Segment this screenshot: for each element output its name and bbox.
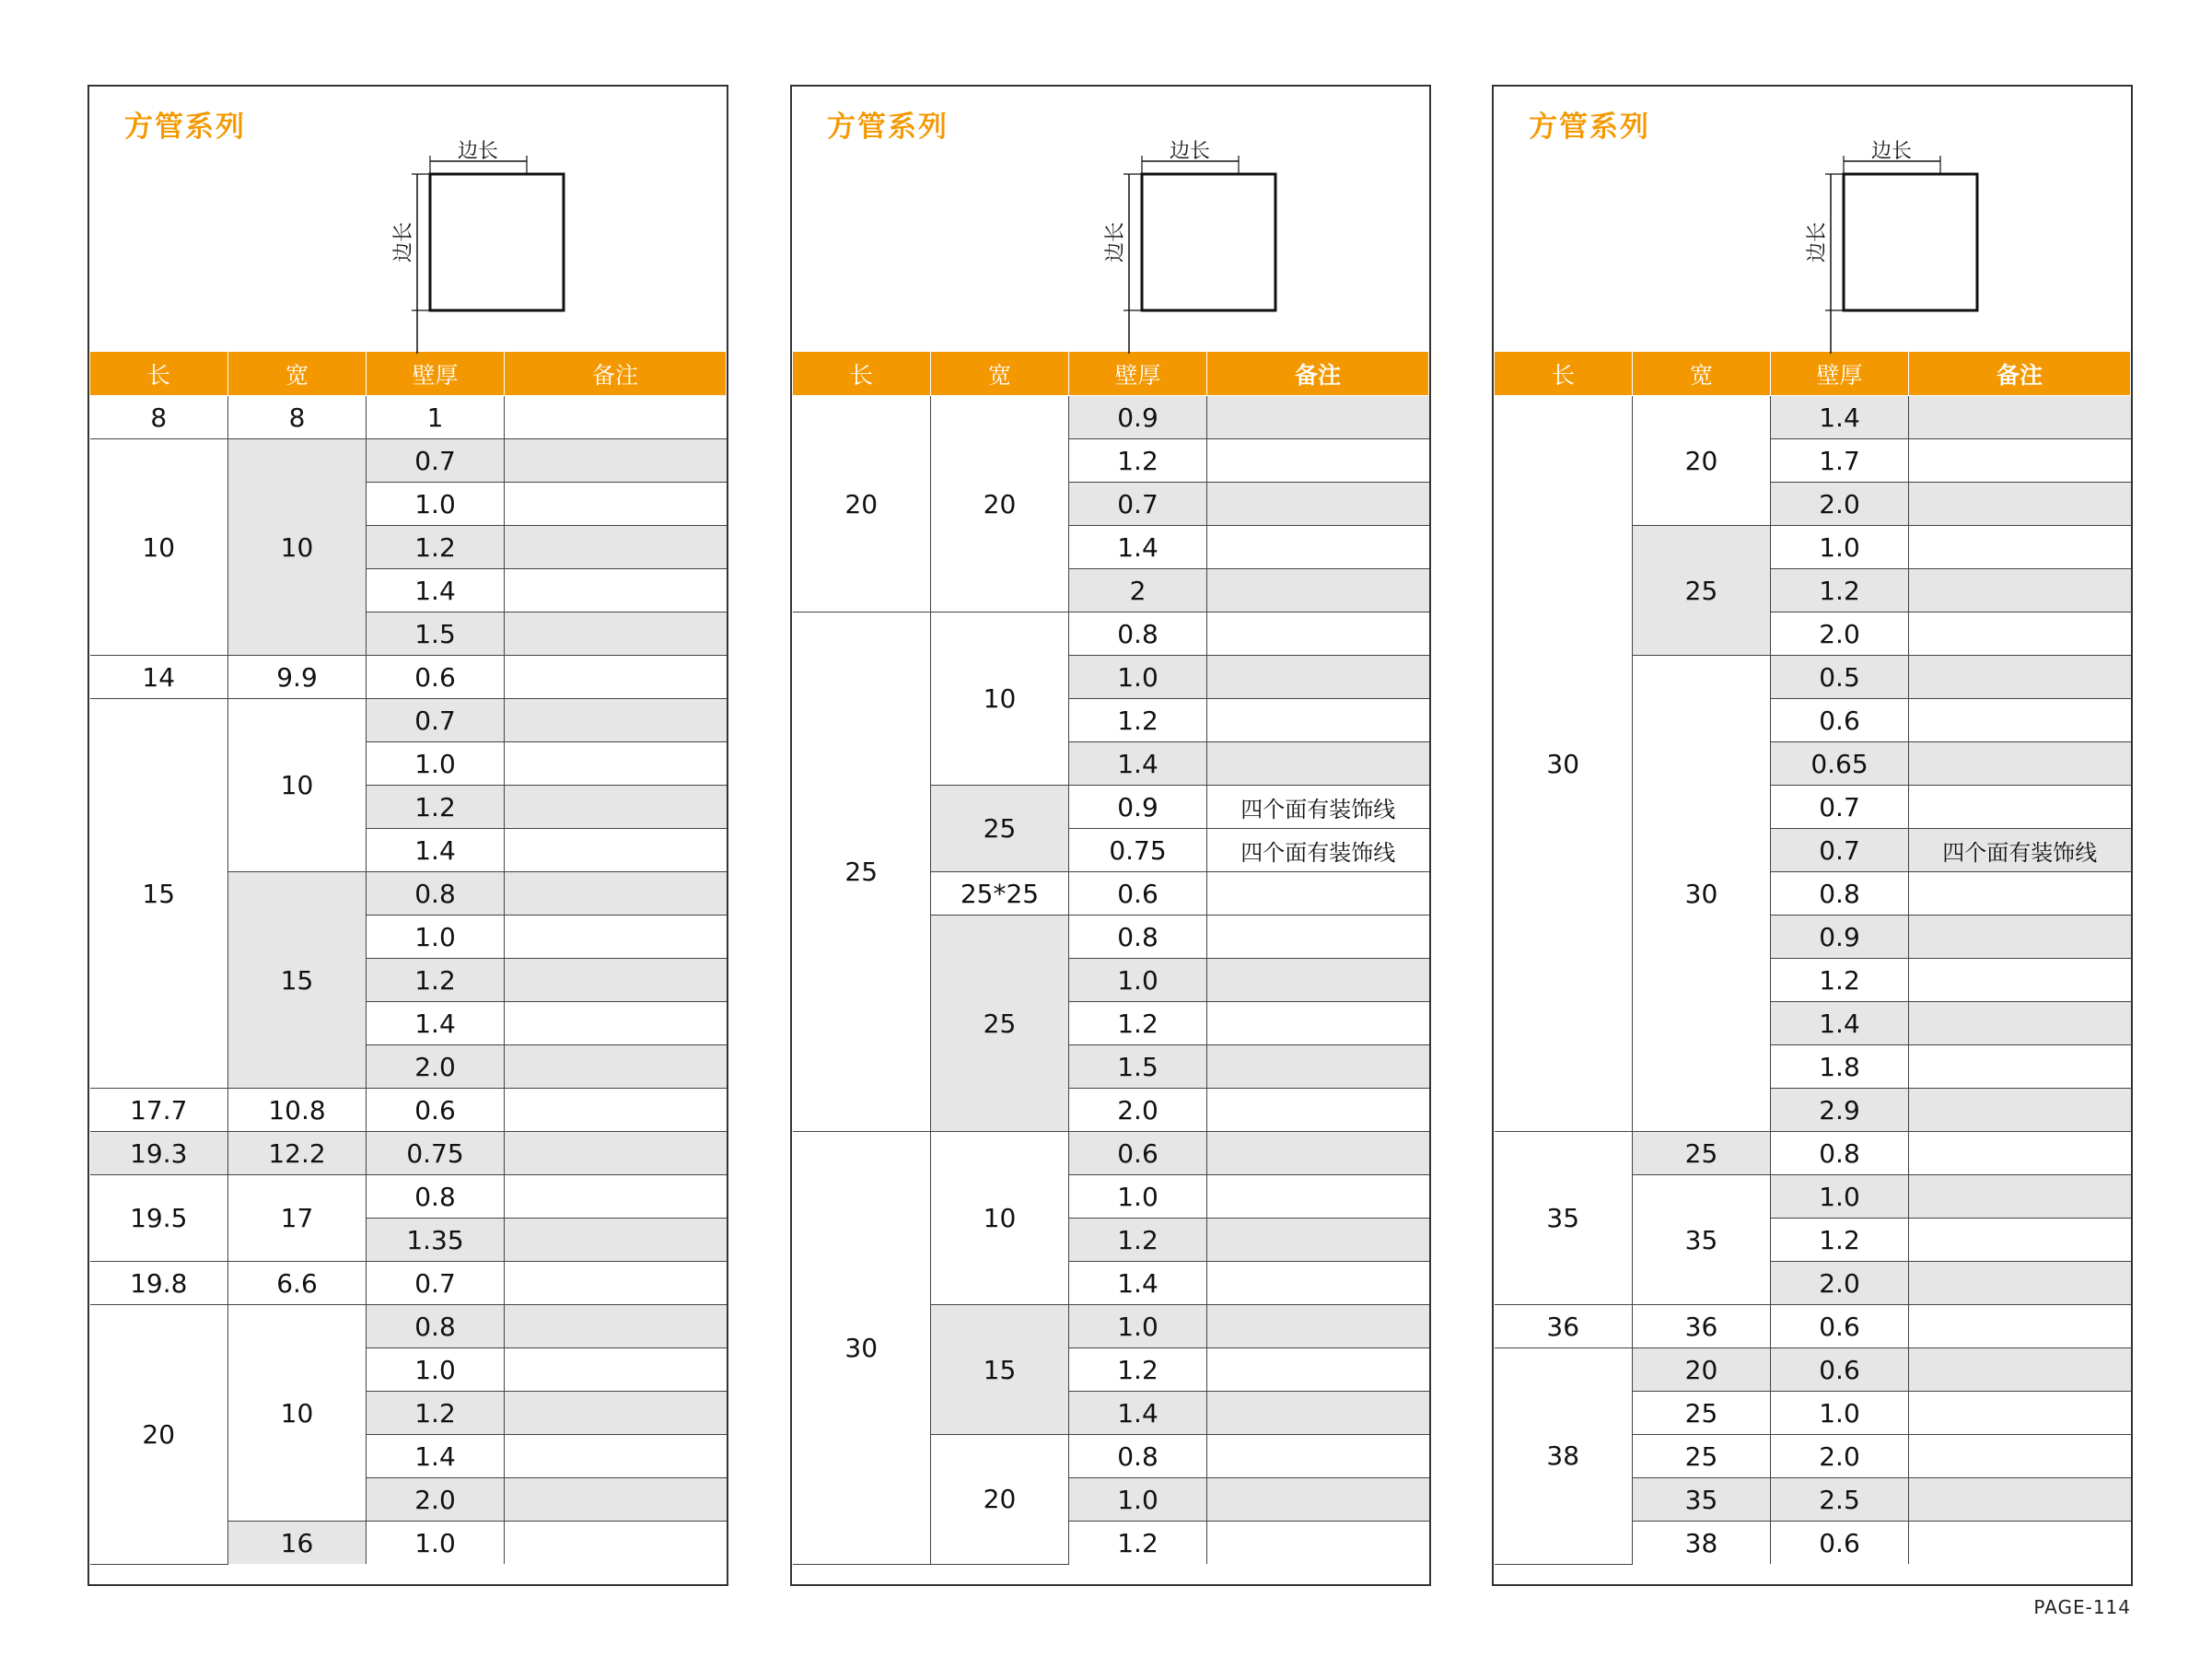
note-cell — [505, 1002, 727, 1045]
note-cell — [505, 959, 727, 1002]
note-cell — [1207, 872, 1429, 916]
note-cell — [1909, 569, 2131, 612]
panel-title: 方管系列 — [827, 111, 949, 144]
width-cell: 25 — [1633, 1392, 1771, 1435]
length-cell: 30 — [1495, 396, 1633, 1132]
thickness-cell: 2.0 — [1069, 1089, 1207, 1132]
length-cell: 25 — [793, 612, 931, 1132]
thickness-cell: 1.35 — [367, 1219, 505, 1262]
note-cell — [1207, 916, 1429, 959]
note-cell — [505, 1132, 727, 1175]
thickness-cell: 2.0 — [1771, 483, 1909, 526]
thickness-cell: 0.7 — [367, 439, 505, 483]
thickness-cell: 0.8 — [1069, 612, 1207, 656]
thickness-cell: 1.4 — [367, 829, 505, 872]
width-cell: 38 — [1633, 1522, 1771, 1565]
table-row — [90, 1305, 727, 1348]
note-cell — [505, 699, 727, 742]
note-cell — [1207, 1219, 1429, 1262]
note-cell — [1909, 1348, 2131, 1392]
note-cell — [1909, 1478, 2131, 1522]
note-cell — [1909, 612, 2131, 656]
note-cell — [505, 483, 727, 526]
width-cell: 20 — [931, 396, 1069, 612]
thickness-cell: 1.2 — [1069, 699, 1207, 742]
header-width: 宽 — [931, 352, 1069, 396]
header-thickness: 壁厚 — [367, 352, 505, 396]
thickness-cell: 1.0 — [367, 483, 505, 526]
thickness-cell: 1.2 — [1069, 1002, 1207, 1045]
length-cell: 15 — [90, 699, 228, 1089]
width-cell: 10 — [228, 1305, 367, 1522]
header-note: 备注 — [1909, 352, 2131, 396]
thickness-cell: 1.8 — [1771, 1045, 1909, 1089]
table-row — [90, 656, 727, 699]
panel-title: 方管系列 — [124, 111, 246, 144]
table-row — [90, 1089, 727, 1132]
side-dimension-label: 边长 — [392, 221, 415, 263]
length-cell: 14 — [90, 656, 228, 699]
note-cell — [1909, 872, 2131, 916]
table-row — [1495, 396, 2131, 439]
thickness-cell: 1.2 — [1069, 1219, 1207, 1262]
note-cell: 四个面有装饰线 — [1207, 786, 1429, 829]
note-cell — [1207, 1305, 1429, 1348]
thickness-cell: 0.6 — [367, 1089, 505, 1132]
spec-table — [792, 351, 1429, 1565]
thickness-cell: 1.4 — [1069, 526, 1207, 569]
panel-2 — [790, 85, 1431, 1586]
thickness-cell: 1.0 — [1771, 526, 1909, 569]
note-cell — [505, 1392, 727, 1435]
note-cell — [505, 439, 727, 483]
note-cell — [1909, 1435, 2131, 1478]
thickness-cell: 1.2 — [1771, 959, 1909, 1002]
thickness-cell: 0.6 — [1771, 1305, 1909, 1348]
width-cell: 20 — [931, 1435, 1069, 1565]
thickness-cell: 1.2 — [367, 959, 505, 1002]
panel-header — [89, 87, 727, 351]
thickness-cell: 1.0 — [1069, 1478, 1207, 1522]
note-cell — [1207, 699, 1429, 742]
thickness-cell: 0.65 — [1771, 742, 1909, 786]
thickness-cell: 1.2 — [1069, 439, 1207, 483]
note-cell — [505, 1348, 727, 1392]
note-cell — [505, 1522, 727, 1565]
table-row — [90, 1262, 727, 1305]
header-thickness: 壁厚 — [1771, 352, 1909, 396]
width-cell: 8 — [228, 396, 367, 439]
thickness-cell: 1.2 — [367, 526, 505, 569]
spec-table — [89, 351, 727, 1565]
note-cell — [505, 396, 727, 439]
note-cell — [505, 656, 727, 699]
thickness-cell: 1.4 — [1771, 1002, 1909, 1045]
panel-header — [792, 87, 1429, 351]
note-cell — [505, 1262, 727, 1305]
note-cell — [1909, 1002, 2131, 1045]
width-cell: 25 — [931, 786, 1069, 872]
header-width: 宽 — [1633, 352, 1771, 396]
note-cell — [1909, 699, 2131, 742]
length-cell: 36 — [1495, 1305, 1633, 1348]
thickness-cell: 2.0 — [1771, 1262, 1909, 1305]
thickness-cell: 1.0 — [367, 1522, 505, 1565]
thickness-cell: 1.4 — [1771, 396, 1909, 439]
thickness-cell: 0.6 — [1069, 872, 1207, 916]
note-cell — [1909, 1219, 2131, 1262]
header-length: 长 — [1495, 352, 1633, 396]
thickness-cell: 1.4 — [367, 569, 505, 612]
length-cell: 20 — [793, 396, 931, 612]
thickness-cell: 0.7 — [1069, 483, 1207, 526]
width-cell: 12.2 — [228, 1132, 367, 1175]
note-cell — [505, 742, 727, 786]
note-cell — [1909, 1175, 2131, 1219]
square-tube-diagram — [1798, 133, 1982, 354]
width-cell: 25 — [1633, 1435, 1771, 1478]
thickness-cell: 1.4 — [1069, 1392, 1207, 1435]
length-cell: 19.5 — [90, 1175, 228, 1262]
width-cell: 10 — [228, 439, 367, 656]
length-cell: 8 — [90, 396, 228, 439]
table-row — [90, 439, 727, 483]
width-cell: 20 — [1633, 396, 1771, 526]
thickness-cell: 1.0 — [1771, 1392, 1909, 1435]
note-cell — [1909, 959, 2131, 1002]
table-row — [90, 396, 727, 439]
length-cell: 19.8 — [90, 1262, 228, 1305]
width-cell: 36 — [1633, 1305, 1771, 1348]
note-cell — [1207, 396, 1429, 439]
header-note: 备注 — [505, 352, 727, 396]
thickness-cell: 1 — [367, 396, 505, 439]
note-cell — [1207, 959, 1429, 1002]
note-cell — [505, 1089, 727, 1132]
note-cell — [1909, 786, 2131, 829]
thickness-cell: 0.6 — [1771, 1348, 1909, 1392]
thickness-cell: 1.5 — [367, 612, 505, 656]
note-cell — [1207, 1175, 1429, 1219]
thickness-cell: 0.8 — [1771, 1132, 1909, 1175]
panel-3 — [1492, 85, 2133, 1586]
table-row — [1495, 1305, 2131, 1348]
width-cell: 15 — [228, 872, 367, 1089]
note-cell — [1207, 1392, 1429, 1435]
table-header-row — [793, 352, 1429, 396]
thickness-cell: 2.0 — [1771, 612, 1909, 656]
panel-header — [1494, 87, 2131, 351]
top-dimension-label: 边长 — [457, 140, 499, 163]
width-cell: 25 — [1633, 526, 1771, 656]
note-cell — [1207, 1132, 1429, 1175]
width-cell: 10 — [228, 699, 367, 872]
thickness-cell: 0.6 — [1771, 699, 1909, 742]
thickness-cell: 2.0 — [1771, 1435, 1909, 1478]
width-cell: 25 — [931, 916, 1069, 1132]
thickness-cell: 0.8 — [367, 1305, 505, 1348]
note-cell — [1207, 1262, 1429, 1305]
note-cell — [505, 1435, 727, 1478]
note-cell — [1909, 916, 2131, 959]
note-cell — [1207, 1522, 1429, 1565]
note-cell — [505, 916, 727, 959]
length-cell: 19.3 — [90, 1132, 228, 1175]
thickness-cell: 0.6 — [367, 656, 505, 699]
thickness-cell: 0.9 — [1771, 916, 1909, 959]
top-dimension-label: 边长 — [1169, 140, 1211, 163]
width-cell: 20 — [1633, 1348, 1771, 1392]
length-cell: 30 — [793, 1132, 931, 1565]
thickness-cell: 2.9 — [1771, 1089, 1909, 1132]
note-cell — [1909, 1305, 2131, 1348]
panel-1 — [87, 85, 728, 1586]
note-cell — [1207, 1478, 1429, 1522]
note-cell: 四个面有装饰线 — [1207, 829, 1429, 872]
thickness-cell: 1.0 — [1771, 1175, 1909, 1219]
table-row — [1495, 1348, 2131, 1392]
width-cell: 17 — [228, 1175, 367, 1262]
thickness-cell: 0.5 — [1771, 656, 1909, 699]
note-cell — [1909, 526, 2131, 569]
width-cell: 35 — [1633, 1175, 1771, 1305]
thickness-cell: 1.0 — [1069, 656, 1207, 699]
width-cell: 9.9 — [228, 656, 367, 699]
note-cell — [505, 1219, 727, 1262]
top-dimension-label: 边长 — [1870, 140, 1913, 163]
note-cell — [505, 1305, 727, 1348]
note-cell — [1909, 1262, 2131, 1305]
note-cell — [505, 1175, 727, 1219]
square-tube-diagram — [384, 133, 568, 354]
thickness-cell: 1.4 — [1069, 742, 1207, 786]
thickness-cell: 2 — [1069, 569, 1207, 612]
length-cell: 38 — [1495, 1348, 1633, 1565]
thickness-cell: 1.2 — [367, 786, 505, 829]
thickness-cell: 1.0 — [1069, 959, 1207, 1002]
header-thickness: 壁厚 — [1069, 352, 1207, 396]
note-cell — [1909, 1089, 2131, 1132]
spec-table — [1494, 351, 2131, 1565]
note-cell — [1207, 656, 1429, 699]
thickness-cell: 0.8 — [1069, 916, 1207, 959]
thickness-cell: 0.75 — [367, 1132, 505, 1175]
thickness-cell: 1.4 — [367, 1435, 505, 1478]
width-cell: 15 — [931, 1305, 1069, 1435]
note-cell — [1207, 612, 1429, 656]
note-cell — [505, 872, 727, 916]
thickness-cell: 1.2 — [1069, 1348, 1207, 1392]
note-cell — [1207, 1435, 1429, 1478]
note-cell — [505, 569, 727, 612]
note-cell — [505, 1045, 727, 1089]
width-cell: 10 — [931, 1132, 1069, 1305]
note-cell — [1909, 439, 2131, 483]
length-cell: 35 — [1495, 1132, 1633, 1305]
thickness-cell: 0.7 — [1771, 786, 1909, 829]
header-note: 备注 — [1207, 352, 1429, 396]
thickness-cell: 1.0 — [367, 1348, 505, 1392]
thickness-cell: 1.4 — [367, 1002, 505, 1045]
note-cell — [1909, 742, 2131, 786]
table-row — [793, 612, 1429, 656]
note-cell — [1909, 396, 2131, 439]
header-length: 长 — [90, 352, 228, 396]
note-cell — [1207, 1089, 1429, 1132]
header-length: 长 — [793, 352, 931, 396]
thickness-cell: 0.8 — [1771, 872, 1909, 916]
thickness-cell: 0.9 — [1069, 786, 1207, 829]
note-cell — [1207, 1348, 1429, 1392]
thickness-cell: 0.75 — [1069, 829, 1207, 872]
thickness-cell: 2.0 — [367, 1478, 505, 1522]
thickness-cell: 0.8 — [367, 872, 505, 916]
thickness-cell: 1.0 — [1069, 1175, 1207, 1219]
width-cell: 30 — [1633, 656, 1771, 1132]
note-cell — [505, 526, 727, 569]
thickness-cell: 1.0 — [1069, 1305, 1207, 1348]
thickness-cell: 1.0 — [367, 742, 505, 786]
length-cell: 20 — [90, 1305, 228, 1565]
note-cell — [505, 1478, 727, 1522]
thickness-cell: 1.7 — [1771, 439, 1909, 483]
thickness-cell: 1.2 — [1069, 1522, 1207, 1565]
table-row — [90, 699, 727, 742]
thickness-cell: 0.8 — [1069, 1435, 1207, 1478]
table-header-row — [1495, 352, 2131, 396]
thickness-cell: 0.9 — [1069, 396, 1207, 439]
thickness-cell: 0.7 — [367, 699, 505, 742]
length-cell: 17.7 — [90, 1089, 228, 1132]
length-cell: 10 — [90, 439, 228, 656]
note-cell — [1909, 1132, 2131, 1175]
note-cell — [1207, 483, 1429, 526]
note-cell — [1909, 1392, 2131, 1435]
note-cell — [1909, 483, 2131, 526]
thickness-cell: 0.6 — [1771, 1522, 1909, 1565]
width-cell: 16 — [228, 1522, 367, 1565]
thickness-cell: 1.2 — [367, 1392, 505, 1435]
panel-title: 方管系列 — [1529, 111, 1650, 144]
note-cell — [1207, 526, 1429, 569]
note-cell: 四个面有装饰线 — [1909, 829, 2131, 872]
thickness-cell: 0.6 — [1069, 1132, 1207, 1175]
square-tube-diagram — [1096, 133, 1280, 354]
page-number: PAGE-114 — [2033, 1596, 2131, 1618]
note-cell — [505, 612, 727, 656]
thickness-cell: 1.2 — [1771, 1219, 1909, 1262]
width-cell: 25 — [1633, 1132, 1771, 1175]
note-cell — [505, 786, 727, 829]
note-cell — [1909, 656, 2131, 699]
note-cell — [1207, 1045, 1429, 1089]
thickness-cell: 2.5 — [1771, 1478, 1909, 1522]
table-row — [793, 1132, 1429, 1175]
header-width: 宽 — [228, 352, 367, 396]
note-cell — [505, 829, 727, 872]
width-cell: 10.8 — [228, 1089, 367, 1132]
thickness-cell: 0.7 — [367, 1262, 505, 1305]
table-header-row — [90, 352, 727, 396]
note-cell — [1909, 1522, 2131, 1565]
table-row — [90, 1132, 727, 1175]
note-cell — [1207, 569, 1429, 612]
side-dimension-label: 边长 — [1806, 221, 1829, 263]
thickness-cell: 0.8 — [367, 1175, 505, 1219]
thickness-cell: 1.0 — [367, 916, 505, 959]
width-cell: 10 — [931, 612, 1069, 786]
table-row — [793, 396, 1429, 439]
note-cell — [1207, 742, 1429, 786]
thickness-cell: 1.5 — [1069, 1045, 1207, 1089]
thickness-cell: 1.4 — [1069, 1262, 1207, 1305]
thickness-cell: 1.2 — [1771, 569, 1909, 612]
table-row — [1495, 1132, 2131, 1175]
thickness-cell: 2.0 — [367, 1045, 505, 1089]
thickness-cell: 0.7 — [1771, 829, 1909, 872]
note-cell — [1909, 1045, 2131, 1089]
side-dimension-label: 边长 — [1104, 221, 1127, 263]
table-row — [90, 1175, 727, 1219]
width-cell: 25*25 — [931, 872, 1069, 916]
width-cell: 6.6 — [228, 1262, 367, 1305]
note-cell — [1207, 439, 1429, 483]
note-cell — [1207, 1002, 1429, 1045]
width-cell: 35 — [1633, 1478, 1771, 1522]
